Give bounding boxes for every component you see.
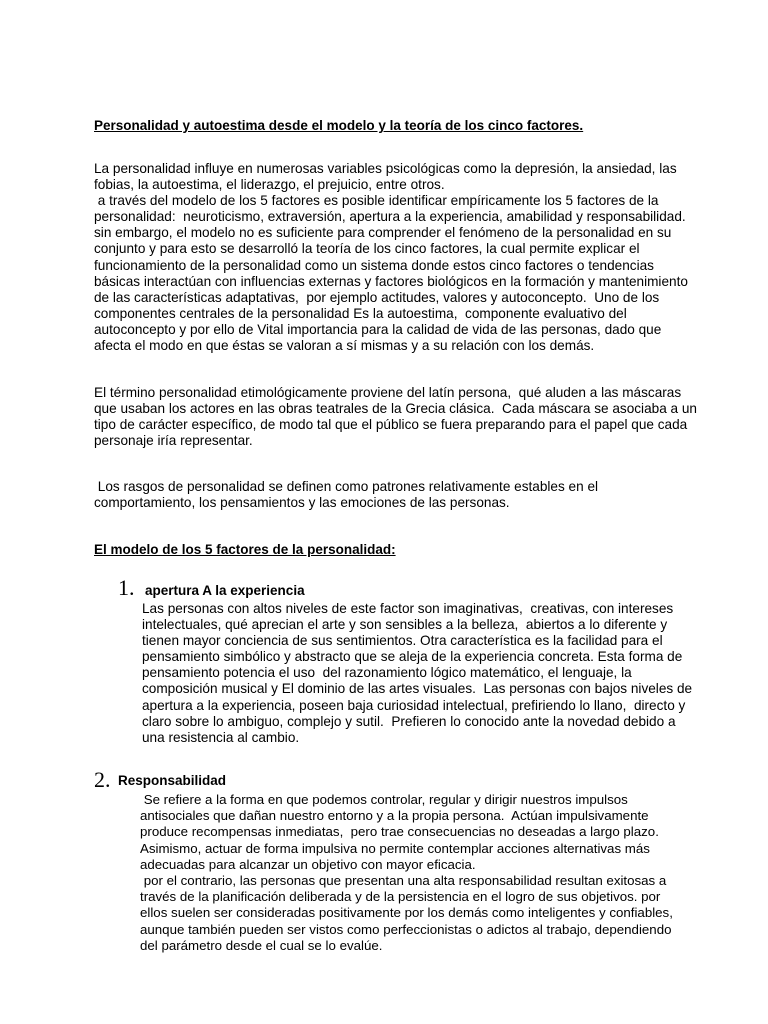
text-line: fobias, la autoestima, el liderazgo, el prejuicio, entre otros. [94, 177, 445, 193]
text-line: comportamiento, los pensamientos y las emociones de las personas. [94, 495, 510, 511]
text-line: ellos suelen ser consideradas positivamente por los demás como inteligentes y confiables, [140, 905, 673, 921]
text-line: composición musical y El dominio de las artes visuales. Las personas con bajos niveles de [142, 681, 693, 697]
text-line: por el contrario, las personas que presentan una alta responsabilidad resultan exitosas a [140, 873, 667, 889]
list-number: 1. [118, 575, 135, 600]
list-item-body [140, 792, 673, 954]
text-line: tienen mayor conciencia de sus sentimientos. Otra característica es la facilidad para el [142, 633, 663, 649]
text-line: personalidad: neuroticismo, extraversión, apertura a la experiencia, amabilidad y responsabilidad. [94, 209, 686, 225]
text-line: apertura a la experiencia, poseen baja curiosidad intelectual, prefiriendo lo llano, directo y [142, 697, 686, 713]
list-number: 2. [94, 767, 111, 792]
text-line: aunque también pueden ser vistos como perfeccionistas o adictos al trabajo, dependiendo [140, 921, 672, 937]
text-line: Asimismo, actuar de forma impulsiva no permite contemplar acciones alternativas más [140, 840, 650, 856]
text-line: conjunto y para esto se desarrolló la teoría de los cinco factores, la cual permite explicar el [94, 241, 640, 257]
text-line: antisociales que dañan nuestro entorno y a la propia persona. Actúan impulsivamente [140, 808, 649, 824]
list-item-title: apertura A la experiencia [145, 583, 305, 598]
paragraph-traits [94, 479, 704, 511]
text-line: través de la planificación deliberada y de la persistencia en el logro de sus objetivos. por [140, 889, 661, 905]
text-line: que usaban los actores en las obras teatrales de la Grecia clásica. Cada máscara se asociaba a un [94, 401, 697, 417]
document-title: Personalidad y autoestima desde el modelo y la teoría de los cinco factores. [94, 118, 584, 133]
text-line: adecuadas para alcanzar un objetivo con mayor eficacia. [140, 856, 476, 872]
text-line: a través del modelo de los 5 factores es posible identificar empíricamente los 5 factores de la [94, 193, 659, 209]
text-line: Las personas con altos niveles de este factor son imaginativas, creativas, con intereses [142, 601, 674, 616]
text-line: intelectuales, qué aprecian el arte y son sensibles a la belleza, abiertos a lo diferente y [142, 617, 668, 633]
text-line: La personalidad influye en numerosas variables psicológicas como la depresión, la ansiedad, las [94, 161, 677, 176]
text-line: Se refiere a la forma en que podemos controlar, regular y dirigir nuestros impulsos [140, 792, 628, 807]
text-line: afecta el modo en que éstas se valoran a sí mismas y a su relación con los demás. [94, 338, 595, 354]
text-line: El término personalidad etimológicamente proviene del latín persona, qué aluden a las máscaras [94, 385, 682, 400]
list-item-title: Responsabilidad [118, 773, 227, 788]
text-line: pensamiento simbólico y abstracto que se aleja de la experiencia concreta. Esta forma de [142, 649, 683, 665]
text-line: sin embargo, el modelo no es suficiente para comprender el fenómeno de la personalidad en su [94, 225, 672, 241]
text-line: autoconcepto y por ello de Vital importancia para la calidad de vida de las personas, dado que [94, 321, 662, 337]
text-line: produce recompensas inmediatas, pero trae consecuencias no deseadas a largo plazo. [140, 824, 659, 840]
text-line: Los rasgos de personalidad se definen como patrones relativamente estables en el [94, 479, 599, 494]
text-line: personaje iría representar. [94, 433, 253, 449]
paragraph-intro [94, 161, 704, 354]
text-line: tipo de carácter específico, de modo tal que el público se fuera preparando para el papel que cada [94, 417, 688, 433]
text-line: pensamiento potencia el uso del razonamiento lógico matemático, el lenguaje, la [142, 665, 632, 681]
text-line: claro sobre lo ambiguo, complejo y sutil. Prefieren lo conocido ante la novedad debido a [142, 713, 676, 729]
text-line: componentes centrales de la personalidad Es la autoestima, componente evaluativo del [94, 305, 627, 321]
text-line: básicas interactúan con influencias externas y factores biológicos en la formación y mantenimiento [94, 273, 688, 289]
text-line: una resistencia al cambio. [142, 729, 300, 745]
list-item-body [142, 601, 692, 746]
paragraph-etymology [94, 385, 704, 449]
text-line: del parámetro desde el cual se lo evalúe. [140, 937, 383, 953]
text-line: funcionamiento de la personalidad como un sistema donde estos cinco factores o tendencias [94, 257, 654, 273]
section-heading: El modelo de los 5 factores de la personalidad: [94, 542, 396, 557]
text-line: de las características adaptativas, por ejemplo actitudes, valores y autoconcepto. Uno de los [94, 289, 660, 305]
